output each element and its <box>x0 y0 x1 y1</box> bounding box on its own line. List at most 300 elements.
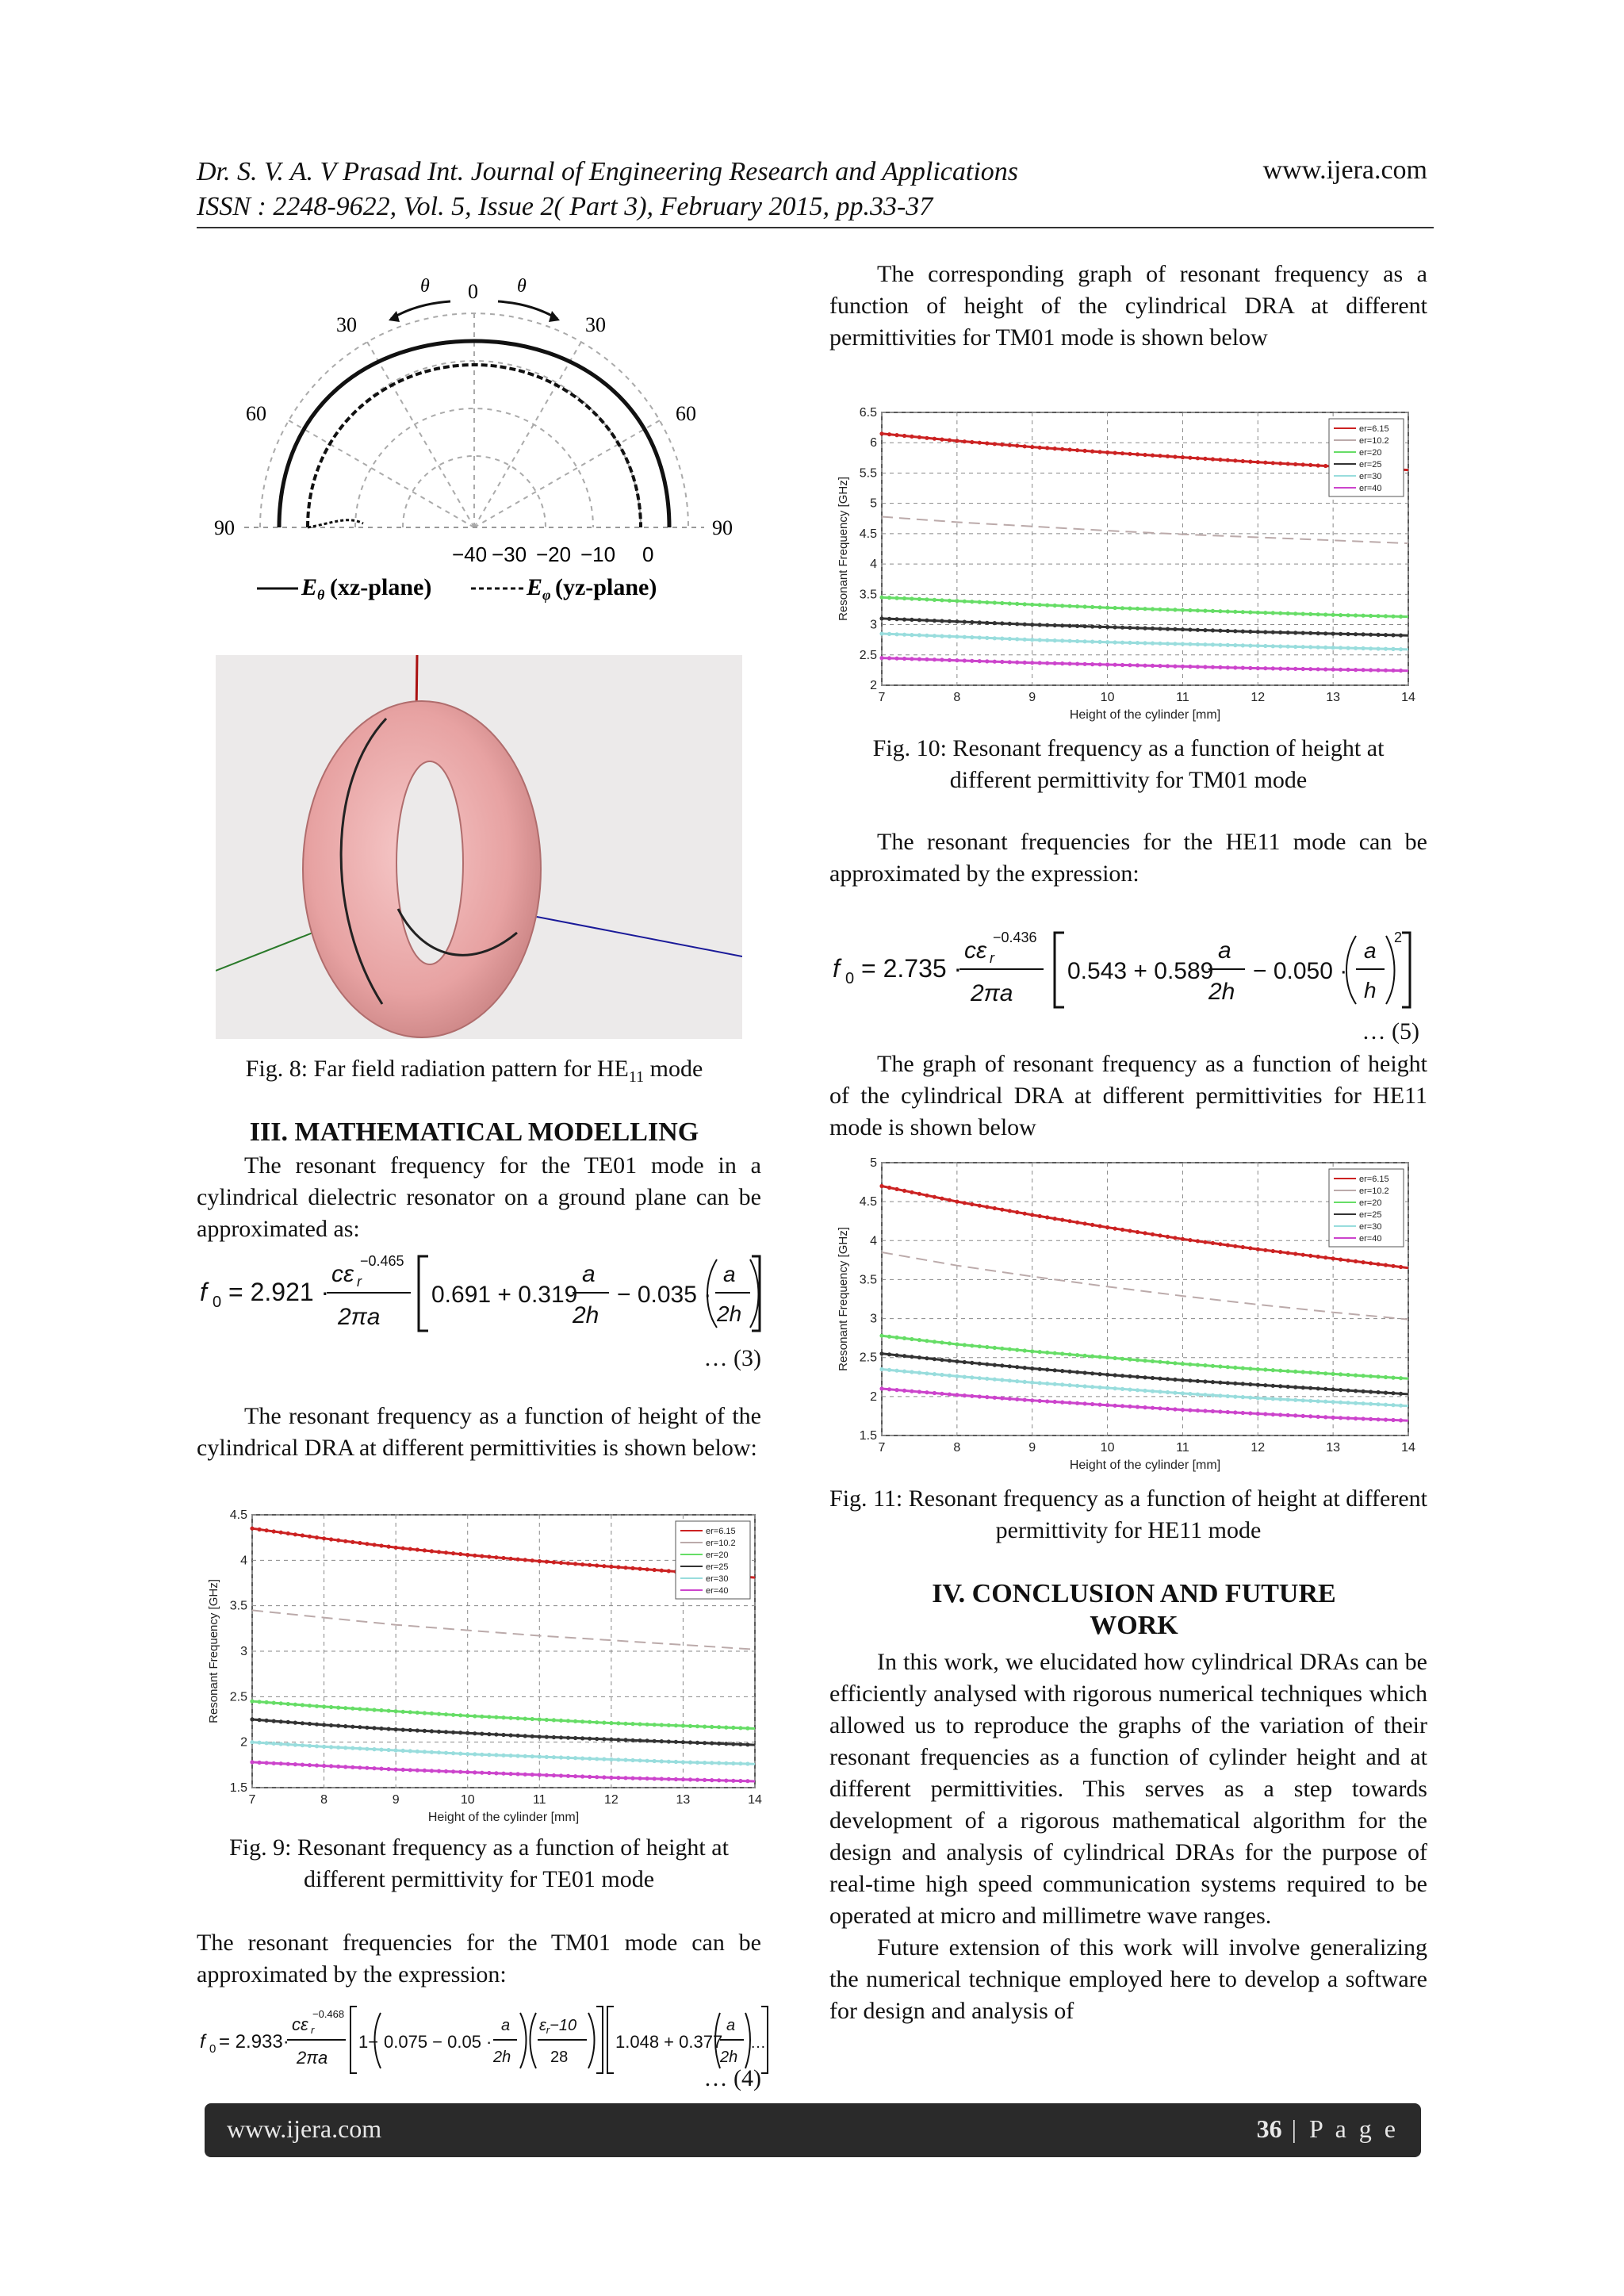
footer-url[interactable]: www.ijera.com <box>227 2114 382 2143</box>
fig9-series-marker-5 <box>480 1771 484 1775</box>
fig10-series-marker-3 <box>1083 624 1087 628</box>
fig10-series-marker-2 <box>1241 610 1245 614</box>
fig9-series-marker-3 <box>566 1736 570 1740</box>
fig11-series-marker-3 <box>1354 1389 1358 1393</box>
radial-tick: −40 <box>452 542 488 566</box>
fig10-series-marker-2 <box>1256 611 1260 615</box>
fig10-series-marker-0 <box>940 438 944 442</box>
fig11-series-marker-0 <box>1248 1246 1252 1250</box>
fig10-series-marker-4 <box>955 634 959 638</box>
fig10-series-marker-5 <box>1278 667 1282 671</box>
fig9-series-marker-5 <box>638 1777 642 1780</box>
fig11-series-marker-2 <box>1158 1360 1162 1364</box>
fig11-series-marker-5 <box>917 1389 921 1393</box>
fig9-y-axis-label: Resonant Frequency [GHz] <box>207 1579 220 1723</box>
fig10-series-marker-4 <box>1362 646 1365 650</box>
fig9-series-marker-5 <box>401 1768 405 1772</box>
fig9-series-marker-4 <box>545 1755 549 1759</box>
fig10-series-marker-3 <box>1293 631 1297 634</box>
fig10-series-marker-5 <box>1143 664 1147 668</box>
section-4-title: IV. CONCLUSION AND FUTURE WORK <box>932 1579 1336 1640</box>
fig10-series-marker-2 <box>894 596 898 600</box>
fig11-series-marker-2 <box>1045 1351 1049 1355</box>
fig11-series-marker-3 <box>1293 1386 1297 1389</box>
fig9-x-tick-label: 12 <box>603 1793 619 1807</box>
section-3-paragraph-2 <box>197 1401 761 1464</box>
fig9-series-marker-0 <box>530 1558 534 1562</box>
fig10-series-marker-4 <box>1233 643 1237 647</box>
svg-text:0.543 + 0.589: 0.543 + 0.589 <box>1067 958 1214 984</box>
fig11-series-marker-0 <box>1128 1228 1132 1232</box>
fig10-series-marker-3 <box>1316 631 1320 635</box>
running-header-journal: Dr. S. V. A. V Prasad Int. Journal of Engineering Research and Applications <box>197 157 1019 186</box>
fig9-series-marker-5 <box>552 1773 556 1777</box>
fig11-series-marker-4 <box>963 1375 967 1379</box>
fig10-y-tick-label: 2 <box>870 679 877 692</box>
fig10-series-marker-0 <box>948 438 952 442</box>
fig9-series-marker-0 <box>394 1546 398 1550</box>
fig11-series-marker-5 <box>1098 1403 1102 1407</box>
fig9-series-marker-5 <box>272 1761 276 1765</box>
fig9-x-tick-label: 9 <box>392 1793 400 1807</box>
fig9-series-marker-3 <box>688 1740 692 1744</box>
fig11-series-marker-5 <box>894 1388 898 1392</box>
fig9-x-tick-label: 7 <box>248 1793 256 1807</box>
fig10-series-marker-5 <box>1339 668 1342 672</box>
fig10-series-marker-3 <box>1263 630 1267 634</box>
svg-text:0: 0 <box>209 2042 216 2056</box>
fig11-series-marker-3 <box>917 1355 921 1359</box>
fig9-series-marker-3 <box>265 1719 269 1723</box>
fig11-series-marker-0 <box>1045 1215 1049 1219</box>
fig10-series-marker-4 <box>1166 642 1170 646</box>
fig10-series-marker-0 <box>1271 461 1275 465</box>
fig10-series-marker-2 <box>1271 611 1275 615</box>
running-header-url[interactable]: www.ijera.com <box>1262 155 1427 185</box>
fig10-series-marker-5 <box>940 657 944 661</box>
fig9-series-marker-0 <box>293 1532 297 1536</box>
polar-label-30-left: 30 <box>336 313 357 336</box>
fig11-series-marker-3 <box>1105 1373 1109 1377</box>
fig10-series-marker-3 <box>1015 622 1019 626</box>
fig10-series-marker-5 <box>1241 666 1245 670</box>
fig9-series-marker-3 <box>516 1734 520 1738</box>
fig11-series-marker-4 <box>1053 1382 1057 1386</box>
fig11-series-marker-0 <box>963 1201 967 1205</box>
fig9-series-marker-4 <box>559 1755 563 1759</box>
fig10-y-tick-label: 3.5 <box>859 588 877 602</box>
svg-text:−0.468: −0.468 <box>312 2008 345 2020</box>
fig9-series-marker-4 <box>480 1753 484 1757</box>
fig10-series-marker-4 <box>940 634 944 638</box>
fig9-series-marker-3 <box>308 1722 312 1726</box>
fig10-series-marker-2 <box>1369 614 1373 618</box>
fig9-series-marker-4 <box>609 1757 613 1761</box>
fig11-chart <box>833 1152 1419 1477</box>
fig9-series-marker-5 <box>465 1770 469 1774</box>
polar-label-60-right: 60 <box>676 402 696 425</box>
fig10-series-marker-0 <box>1181 455 1185 459</box>
fig9-series-marker-5 <box>724 1779 728 1783</box>
fig9-series-marker-0 <box>602 1564 606 1568</box>
fig9-series-marker-4 <box>667 1760 671 1764</box>
fig11-series-marker-2 <box>1038 1350 1042 1354</box>
fig11-series-marker-3 <box>1384 1391 1388 1395</box>
fig11-series-marker-5 <box>1196 1409 1200 1412</box>
fig10-series-marker-5 <box>1263 666 1267 670</box>
fig11-series-marker-2 <box>879 1334 883 1338</box>
fig9-series-marker-2 <box>538 1717 542 1721</box>
fig11-series-marker-5 <box>1023 1398 1027 1402</box>
fig11-series-marker-5 <box>1256 1412 1260 1416</box>
fig11-series-marker-2 <box>1083 1354 1087 1358</box>
fig11-series-marker-3 <box>1211 1380 1215 1384</box>
fig11-series-marker-0 <box>1068 1219 1072 1223</box>
fig9-series-marker-3 <box>645 1738 649 1742</box>
fig9-series-marker-5 <box>494 1771 498 1775</box>
fig10-series-marker-4 <box>1391 647 1395 651</box>
fig11-series-marker-3 <box>1181 1378 1185 1382</box>
fig10-x-tick-label: 12 <box>1251 691 1266 704</box>
fig10-y-tick-label: 5.5 <box>859 466 877 481</box>
fig10-series-marker-0 <box>1316 463 1320 467</box>
fig9-series-marker-4 <box>437 1750 441 1754</box>
fig9-series-marker-5 <box>301 1763 304 1767</box>
fig11-series-marker-2 <box>887 1335 891 1339</box>
fig10-series-marker-2 <box>1090 605 1094 609</box>
svg-text:a: a <box>1218 937 1231 964</box>
fig11-series-marker-2 <box>1188 1363 1192 1366</box>
fig10-series-marker-4 <box>1271 644 1275 648</box>
fig10-caption: Fig. 10: Resonant frequency as a function of height at different permittivity for TM01 mode <box>872 735 1385 793</box>
fig10-y-tick-label: 5 <box>870 496 877 511</box>
fig9-series-marker-4 <box>516 1754 520 1757</box>
fig11-series-marker-4 <box>1301 1398 1305 1402</box>
svg-text:0.691 + 0.319: 0.691 + 0.319 <box>431 1282 578 1308</box>
polar-label-30-right: 30 <box>585 313 606 336</box>
fig11-series-marker-2 <box>1053 1351 1057 1355</box>
fig11-series-marker-2 <box>1354 1374 1358 1378</box>
fig11-series-marker-5 <box>948 1393 952 1397</box>
fig11-series-marker-4 <box>1362 1401 1365 1405</box>
fig11-series-marker-2 <box>1060 1351 1064 1355</box>
fig10-legend-label: er=30 <box>1359 472 1382 481</box>
fig10-series-marker-4 <box>1098 640 1102 644</box>
svg-text:h: h <box>1364 978 1377 1002</box>
fig10-series-marker-3 <box>1226 629 1230 633</box>
fig10-series-marker-4 <box>1000 637 1004 641</box>
fig9-series-marker-5 <box>444 1769 448 1773</box>
fig9-series-marker-4 <box>538 1754 542 1758</box>
fig9-series-marker-3 <box>473 1731 477 1735</box>
fig11-series-marker-0 <box>1060 1218 1064 1222</box>
fig11-series-marker-2 <box>1278 1369 1282 1373</box>
fig11-series-marker-5 <box>1339 1416 1342 1420</box>
svg-text:εr−10: $\varepsilon_r-10$ <box>539 2017 577 2036</box>
fig11-series-marker-4 <box>925 1371 929 1375</box>
fig11-series-marker-3 <box>1030 1366 1034 1370</box>
equation-5 <box>829 925 1416 1012</box>
fig11-series-marker-2 <box>1151 1359 1155 1363</box>
fig9-series-marker-3 <box>416 1728 419 1732</box>
fig10-series-marker-5 <box>955 658 959 662</box>
fig11-series-marker-4 <box>1173 1391 1177 1395</box>
fig10-series-marker-5 <box>1181 665 1185 669</box>
fig10-series-marker-4 <box>1323 646 1327 650</box>
fig9-y-tick-label: 1.5 <box>229 1781 247 1795</box>
fig11-series-marker-5 <box>1218 1409 1222 1413</box>
fig10-series-marker-0 <box>1286 462 1290 466</box>
fig11-series-marker-0 <box>894 1187 898 1191</box>
fig9-series-marker-5 <box>336 1765 340 1769</box>
fig11-series-marker-0 <box>1241 1245 1245 1249</box>
fig9-series-marker-4 <box>602 1757 606 1761</box>
fig9-series-marker-2 <box>301 1703 304 1707</box>
fig10-series-marker-3 <box>1203 628 1207 632</box>
fig11-series-marker-2 <box>1248 1366 1252 1370</box>
section-3-title: III. MATHEMATICAL MODELLING <box>249 1117 699 1147</box>
fig11-series-marker-2 <box>1399 1376 1403 1380</box>
fig9-series-marker-3 <box>530 1734 534 1738</box>
fig10-series-marker-5 <box>1211 665 1215 669</box>
fig9-series-marker-0 <box>430 1549 434 1553</box>
svg-text:f: f <box>833 954 840 983</box>
fig11-series-marker-2 <box>1143 1359 1147 1363</box>
fig10-series-marker-5 <box>1188 665 1192 669</box>
fig10-series-marker-2 <box>948 599 952 603</box>
fig9-series-marker-4 <box>350 1746 354 1750</box>
svg-text:f: f <box>200 2031 205 2053</box>
fig9-series-marker-2 <box>695 1724 699 1728</box>
fig11-series-marker-2 <box>1384 1375 1388 1379</box>
fig10-series-marker-5 <box>1045 661 1049 665</box>
fig11-series-marker-2 <box>1120 1357 1124 1361</box>
fig10-series-marker-3 <box>1151 627 1155 631</box>
fig11-series-marker-3 <box>978 1362 982 1366</box>
fig10-series-marker-0 <box>1045 446 1049 450</box>
fig9-series-marker-3 <box>430 1729 434 1733</box>
fig10-series-marker-4 <box>1053 638 1057 642</box>
fig9-series-marker-5 <box>265 1761 269 1765</box>
fig11-series-marker-0 <box>970 1202 974 1206</box>
fig10-series-marker-3 <box>1090 624 1094 628</box>
fig10-series-marker-5 <box>1113 663 1117 667</box>
fig10-series-marker-4 <box>1105 640 1109 644</box>
fig9-series-marker-3 <box>731 1742 735 1746</box>
fig11-series-marker-4 <box>1143 1389 1147 1393</box>
fig11-series-marker-0 <box>1226 1243 1230 1247</box>
fig11-y-tick-label: 4.5 <box>859 1195 877 1209</box>
fig10-series-marker-2 <box>1075 604 1079 608</box>
fig11-series-marker-2 <box>1173 1361 1177 1365</box>
fig10-series-marker-0 <box>887 432 891 436</box>
fig10-series-marker-2 <box>1233 610 1237 614</box>
fig9-series-marker-5 <box>710 1778 714 1782</box>
fig11-series-marker-0 <box>1120 1228 1124 1232</box>
polar-pattern-figure <box>213 262 752 611</box>
fig11-series-marker-2 <box>978 1344 982 1348</box>
fig10-series-marker-3 <box>879 616 883 620</box>
fig11-series-marker-0 <box>1113 1227 1117 1231</box>
fig10-series-marker-4 <box>1248 644 1252 648</box>
fig11-series-marker-4 <box>887 1368 891 1372</box>
fig10-series-marker-2 <box>887 596 891 600</box>
fig9-series-marker-0 <box>451 1551 455 1555</box>
fig11-series-marker-3 <box>1331 1387 1335 1391</box>
fig9-series-marker-3 <box>738 1742 742 1746</box>
fig9-series-marker-4 <box>745 1761 749 1765</box>
footer-page-number <box>1257 2114 1399 2144</box>
fig9-y-tick-label: 2.5 <box>229 1690 247 1704</box>
fig11-series-marker-5 <box>1323 1415 1327 1419</box>
fig9-series-marker-3 <box>465 1731 469 1735</box>
fig9-series-marker-5 <box>538 1773 542 1777</box>
fig10-x-axis-label: Height of the cylinder [mm] <box>1069 708 1221 722</box>
fig10-series-marker-5 <box>963 658 967 662</box>
fig9-series-marker-3 <box>343 1724 347 1728</box>
fig11-series-marker-4 <box>1241 1395 1245 1399</box>
fig11-series-marker-0 <box>1218 1242 1222 1246</box>
fig10-series-marker-0 <box>985 441 989 445</box>
fig11-series-marker-3 <box>1151 1376 1155 1380</box>
fig9-series-marker-2 <box>430 1711 434 1715</box>
svg-text:2πa: 2πa <box>338 1304 381 1330</box>
fig10-series-marker-5 <box>1331 668 1335 672</box>
fig11-series-marker-0 <box>1203 1240 1207 1244</box>
fig9-series-marker-3 <box>487 1732 491 1736</box>
fig11-series-marker-4 <box>1045 1382 1049 1386</box>
fig10-series-marker-5 <box>1120 663 1124 667</box>
fig8-caption-subscript: 11 <box>628 1068 645 1086</box>
fig10-legend-label: er=40 <box>1359 484 1382 493</box>
fig9-x-tick-label: 14 <box>748 1793 762 1807</box>
fig9-series-marker-5 <box>487 1771 491 1775</box>
fig9-series-marker-3 <box>710 1741 714 1745</box>
fig11-series-marker-0 <box>1188 1238 1192 1242</box>
fig11-series-marker-5 <box>1263 1412 1267 1416</box>
fig10-series-marker-3 <box>1278 631 1282 634</box>
fig11-series-marker-4 <box>1136 1388 1139 1392</box>
fig9-series-marker-2 <box>329 1705 333 1709</box>
fig9-series-marker-2 <box>258 1700 262 1704</box>
fig9-chart <box>203 1504 766 1829</box>
fig10-series-marker-0 <box>925 436 929 440</box>
fig9-x-tick-label: 11 <box>532 1793 546 1807</box>
fig11-series-marker-4 <box>955 1374 959 1378</box>
radial-tick: 0 <box>642 542 654 566</box>
fig10-series-marker-2 <box>1211 609 1215 613</box>
fig11-series-marker-0 <box>1362 1260 1365 1264</box>
fig10-series-marker-2 <box>933 598 936 602</box>
fig10-series-marker-2 <box>902 596 906 600</box>
fig11-series-marker-4 <box>1308 1399 1312 1403</box>
fig11-series-marker-5 <box>993 1396 997 1400</box>
fig11-series-marker-5 <box>1166 1407 1170 1411</box>
fig9-series-marker-2 <box>444 1712 448 1716</box>
fig10-series-marker-4 <box>1188 642 1192 646</box>
fig9-series-marker-4 <box>322 1745 326 1749</box>
fig11-series-marker-4 <box>1369 1402 1373 1406</box>
fig10-series-marker-5 <box>925 657 929 661</box>
fig10-series-marker-5 <box>985 659 989 663</box>
fig11-series-marker-2 <box>1068 1352 1072 1356</box>
fig9-series-marker-3 <box>681 1740 685 1744</box>
fig11-y-tick-label: 3.5 <box>859 1273 877 1287</box>
fig9-series-marker-5 <box>681 1777 685 1781</box>
fig10-series-marker-4 <box>1211 642 1215 646</box>
fig11-series-marker-2 <box>1362 1374 1365 1378</box>
fig11-series-marker-2 <box>1233 1366 1237 1370</box>
fig9-series-marker-4 <box>645 1759 649 1763</box>
yz-plane-pattern <box>308 365 641 527</box>
fig10-series-marker-4 <box>910 633 914 637</box>
fig9-series-marker-3 <box>315 1723 319 1727</box>
fig9-series-marker-0 <box>265 1528 269 1532</box>
fig9-series-marker-4 <box>293 1743 297 1747</box>
fig10-series-marker-3 <box>917 618 921 622</box>
fig10-series-marker-0 <box>1098 450 1102 454</box>
fig10-series-marker-3 <box>1377 633 1381 637</box>
fig11-series-marker-3 <box>887 1352 891 1356</box>
fig10-series-marker-4 <box>1181 642 1185 646</box>
fig9-series-marker-0 <box>358 1541 362 1545</box>
svg-text:−0.436: −0.436 <box>993 930 1037 945</box>
fig10-series-marker-3 <box>1196 628 1200 632</box>
fig11-series-marker-2 <box>1263 1367 1267 1371</box>
fig10-series-marker-3 <box>1075 624 1079 628</box>
fig9-series-marker-3 <box>258 1718 262 1722</box>
fig10-series-marker-3 <box>948 619 952 623</box>
fig11-series-marker-3 <box>1233 1382 1237 1386</box>
fig11-series-marker-2 <box>1000 1347 1004 1351</box>
fig10-series-marker-4 <box>978 635 982 639</box>
fig9-series-marker-4 <box>573 1756 577 1760</box>
fig9-series-marker-5 <box>738 1779 742 1783</box>
fig9-series-marker-2 <box>358 1707 362 1711</box>
fig11-series-marker-5 <box>1060 1401 1064 1405</box>
svg-text:a: a <box>723 1262 736 1286</box>
fig10-series-marker-5 <box>1308 667 1312 671</box>
fig11-series-marker-5 <box>1369 1417 1373 1421</box>
fig11-series-marker-5 <box>1211 1409 1215 1413</box>
fig11-series-marker-2 <box>1346 1373 1350 1377</box>
fig10-series-marker-3 <box>963 620 967 624</box>
fig11-series-marker-2 <box>1391 1376 1395 1380</box>
fig10-series-marker-3 <box>887 617 891 621</box>
fig10-y-tick-label: 3 <box>870 618 877 632</box>
fig9-series-marker-2 <box>350 1707 354 1711</box>
fig9-series-marker-3 <box>538 1734 542 1738</box>
fig11-series-marker-2 <box>1030 1349 1034 1353</box>
fig9-series-marker-2 <box>609 1721 613 1725</box>
fig10-series-marker-2 <box>1008 601 1012 605</box>
fig11-series-marker-5 <box>1226 1410 1230 1414</box>
fig9-series-marker-3 <box>630 1738 634 1742</box>
fig9-series-marker-0 <box>630 1566 634 1570</box>
fig10-series-marker-4 <box>894 632 898 636</box>
fig10-series-marker-2 <box>1316 612 1320 616</box>
fig9-series-marker-3 <box>286 1720 290 1724</box>
fig10-series-marker-3 <box>1136 626 1139 630</box>
fig10-series-marker-2 <box>1128 607 1132 611</box>
fig11-series-marker-2 <box>917 1338 921 1342</box>
fig11-series-marker-4 <box>1158 1389 1162 1393</box>
svg-text:a: a <box>726 2017 736 2034</box>
fig9-series-marker-4 <box>681 1760 685 1764</box>
fig10-series-marker-4 <box>1038 638 1042 642</box>
fig9-series-marker-5 <box>372 1766 376 1770</box>
fig11-series-marker-4 <box>1083 1384 1087 1388</box>
